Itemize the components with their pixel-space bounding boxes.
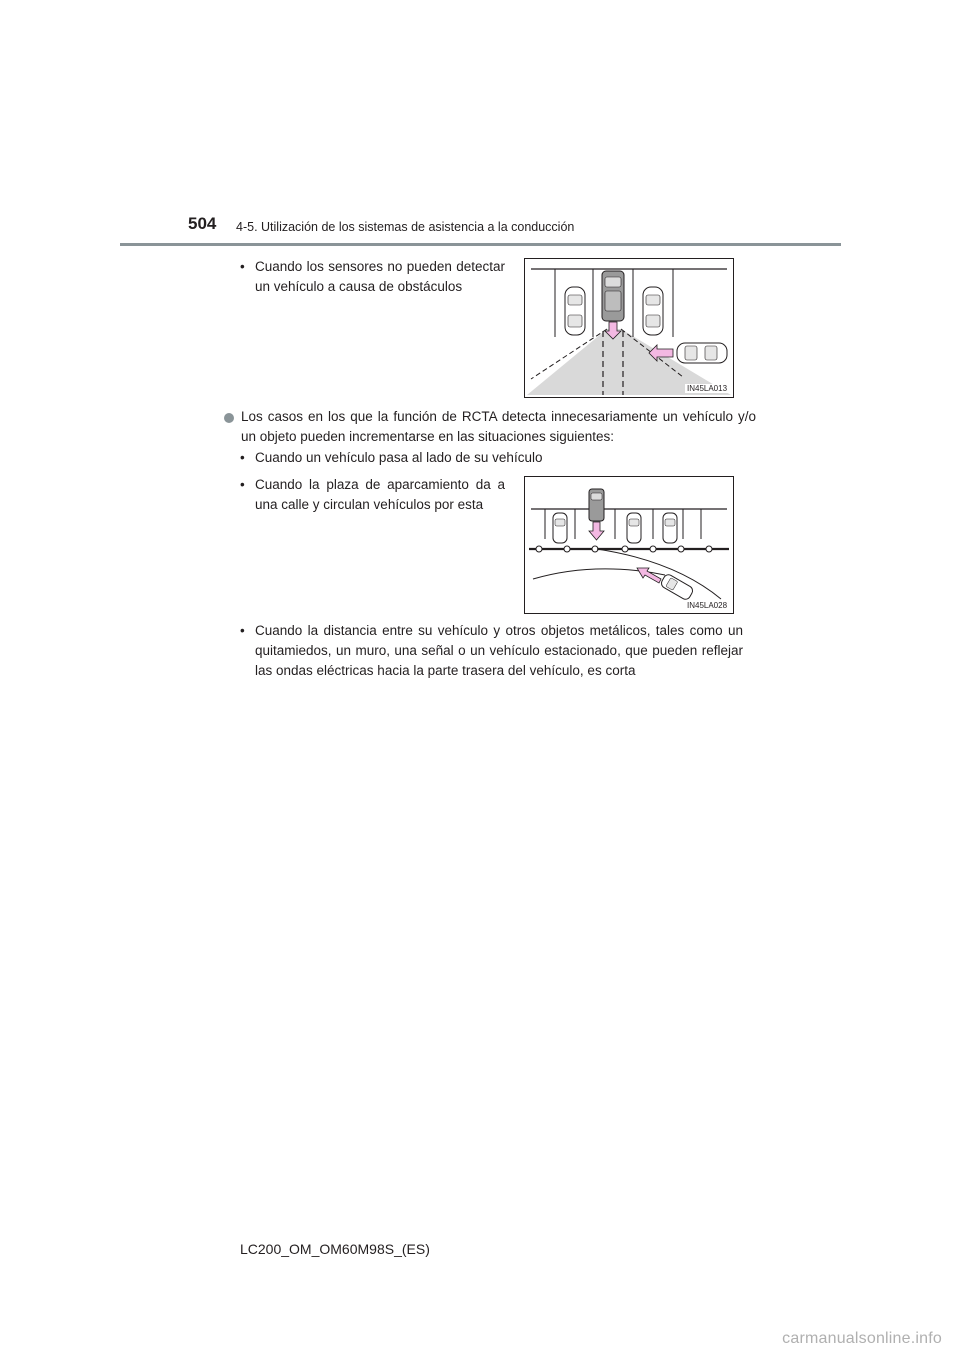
parked-car-right [643, 287, 663, 335]
parked-car [553, 513, 567, 543]
bullet-item-passing [240, 448, 660, 468]
figure-obstacles [524, 258, 734, 398]
bullet-text: Cuando los sensores no pueden detectar un vehículo a causa de obstáculos [255, 259, 505, 294]
approaching-car [677, 343, 727, 363]
own-vehicle [589, 489, 604, 521]
watermark: carmanualsonline.info [782, 1330, 942, 1347]
footer-doc-id: LC200_OM_OM60M98S_(ES) [240, 1241, 430, 1257]
parking-obstacles-illustration [525, 259, 733, 397]
page-number: 504 [188, 214, 217, 233]
figure-code: IN45LA013 [687, 384, 728, 393]
bullet-marker: • [240, 623, 245, 638]
section-title: 4-5. Utilización de los sistemas de asistencia a la conducción [236, 220, 575, 234]
bullet-marker: • [240, 477, 245, 492]
own-vehicle [602, 271, 624, 321]
passing-car [660, 573, 695, 601]
bullet-text: Cuando la plaza de aparcamiento da a una calle y circulan vehículos por esta [255, 477, 505, 512]
figure-code: IN45LA028 [687, 601, 728, 610]
parking-street-illustration [525, 477, 733, 613]
bullet-text: Cuando la distancia entre su vehículo y otros objetos metálicos, tales como un quitamiedos, un muro, una señal o un vehículo estacionado, que pueden reflejar las ondas eléctricas hacia la parte trasera del vehículo, es corta [255, 623, 743, 678]
bullet-item-street [240, 475, 505, 515]
parked-car [663, 513, 677, 543]
passing-arrow [637, 568, 661, 583]
bullet-marker: • [240, 259, 245, 274]
bullet-marker: • [240, 450, 245, 465]
bullet-item-obstacles [240, 257, 505, 297]
figure-street [524, 476, 734, 614]
note-paragraph: Los casos en los que la función de RCTA detecta innecesariamente un vehículo y/o un objeto pueden incrementarse en las situaciones siguientes: [241, 409, 756, 444]
note-bullet [224, 413, 234, 423]
header-rule [120, 243, 841, 246]
bullet-text: Cuando un vehículo pasa al lado de su vehículo [255, 450, 543, 465]
parked-car [627, 513, 641, 543]
parked-car-left [565, 287, 585, 335]
bullet-item-metal [240, 621, 743, 681]
reverse-arrow [589, 522, 604, 540]
